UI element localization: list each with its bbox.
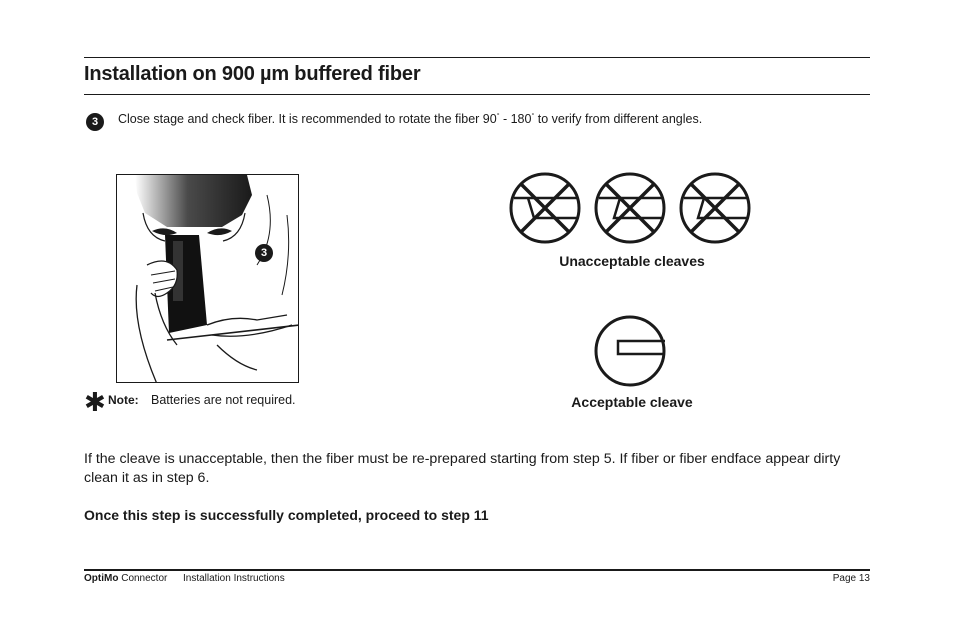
unacceptable-cleave-3-icon bbox=[681, 174, 749, 242]
page-number: Page 13 bbox=[832, 573, 870, 584]
footer-brand: OptiMo bbox=[84, 573, 119, 584]
inspection-illustration bbox=[116, 174, 299, 383]
step-instruction bbox=[118, 112, 702, 126]
step-text-part2: - 180 bbox=[499, 112, 532, 126]
footer-product-name: Connector bbox=[118, 573, 168, 584]
footer-doc-title: Installation Instructions bbox=[183, 573, 285, 584]
proceed-instruction: Once this step is successfully completed, proceed to step 11 bbox=[84, 507, 489, 523]
step-text-part1: Close stage and check fiber. It is recommended to rotate the fiber 90 bbox=[118, 112, 497, 126]
unacceptable-cleave-2-icon bbox=[596, 174, 664, 242]
body-paragraph: If the cleave is unacceptable, then the fiber must be re-prepared starting from step 5. If fiber or fiber endface appear dirty clean it as in step 6. bbox=[84, 451, 841, 486]
degree-symbol: ° bbox=[531, 112, 535, 120]
footer-rule bbox=[84, 569, 870, 571]
note-label: Note: bbox=[108, 393, 139, 407]
top-rule bbox=[84, 57, 870, 58]
title-underline bbox=[84, 94, 870, 95]
unacceptable-cleaves-diagram bbox=[508, 171, 754, 245]
asterisk-icon: ✱ bbox=[84, 387, 106, 417]
degree-symbol: ° bbox=[496, 112, 500, 120]
unacceptable-cleave-1-icon bbox=[511, 174, 579, 242]
footer-product bbox=[84, 573, 167, 584]
unacceptable-cleaves-caption: Unacceptable cleaves bbox=[559, 253, 705, 269]
step-text-part3: to verify from different angles. bbox=[534, 112, 703, 126]
note-text: Batteries are not required. bbox=[151, 393, 296, 407]
page-title: Installation on 900 µm buffered fiber bbox=[84, 63, 421, 85]
person-inspecting-fiber-drawing bbox=[117, 175, 299, 383]
acceptable-cleave-caption: Acceptable cleave bbox=[571, 394, 693, 410]
acceptable-cleave-icon bbox=[593, 314, 667, 388]
illustration-callout-badge: 3 bbox=[255, 244, 273, 262]
step-number-badge: 3 bbox=[86, 113, 104, 131]
